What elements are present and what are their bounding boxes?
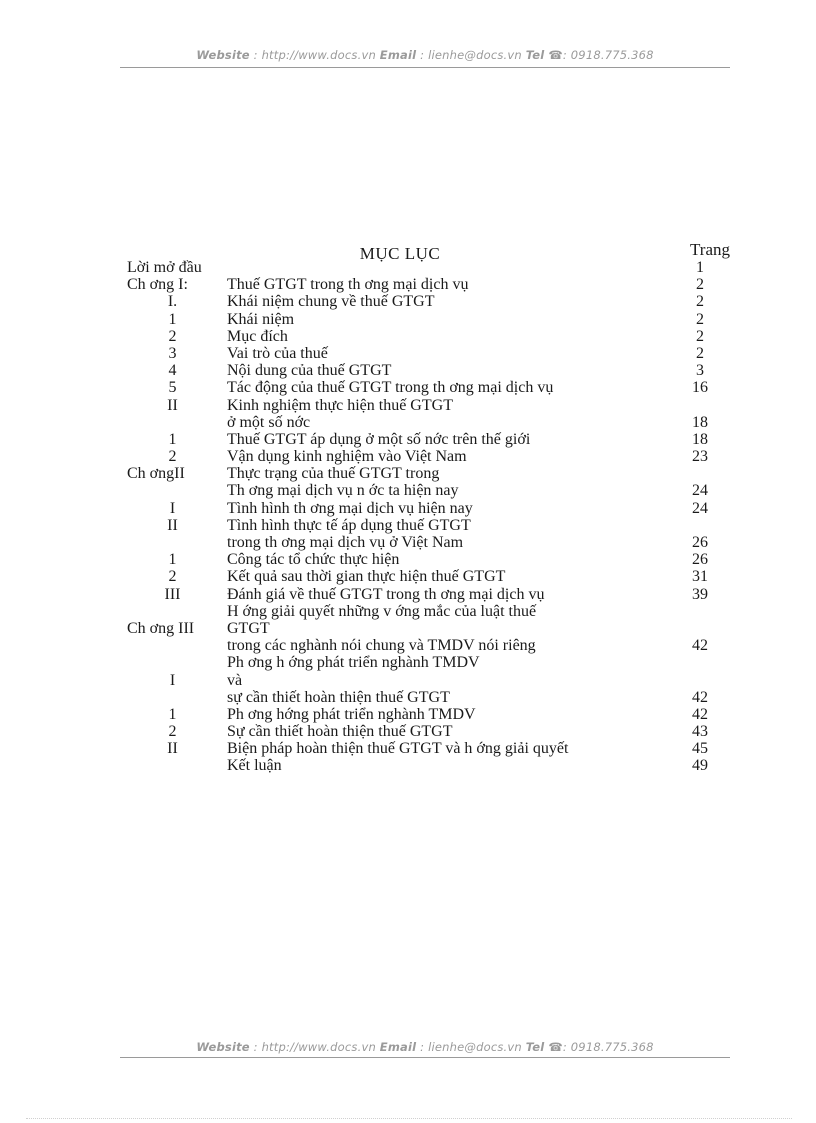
toc-row [0,517,816,534]
toc-row-label: Ch ơngII [127,465,185,483]
toc-row [0,259,816,276]
toc-row-page: 18 [692,413,708,431]
toc-row-text: Công tác tổ chức thực hiện [227,551,400,569]
page-footer [120,1040,730,1054]
footer-tel-label: Tel [525,1040,545,1054]
toc-row [0,328,816,345]
toc-row-text: Mục đích [227,327,288,345]
toc-row-number: 5 [168,379,177,397]
header-rule [120,67,730,68]
toc-row [0,311,816,328]
toc-row [0,706,816,723]
toc-row-text: Ph ơng h ớng phát triển nghành TMDV [227,654,480,672]
toc-row-text: Tác động của thuế GTGT trong th ơng mại dịch vụ [227,379,554,397]
footer-rule [120,1057,730,1058]
toc-row-text: Vận dụng kinh nghiệm vào Việt Nam [227,448,467,466]
toc-row-page: 42 [692,688,708,706]
toc-row-text: Nội dung của thuế GTGT [227,362,392,380]
toc-row-text: Thuế GTGT áp dụng ở một số nớc trên thế giới [227,430,531,448]
toc-row-number: 3 [168,344,177,362]
toc-row [0,568,816,585]
toc-row [0,654,816,671]
toc-row-number: 1 [168,310,177,328]
toc-row [0,534,816,551]
toc-row-label: Ch ơng I: [127,276,188,294]
toc-row-number: 2 [168,568,177,586]
footer-tel-value: ☎: 0918.775.368 [548,1040,654,1054]
toc-row-number: I. [167,293,178,311]
toc-row [0,362,816,379]
toc-row-page: 49 [692,757,708,775]
toc-row-number: III [164,585,181,603]
toc-row-page: 43 [692,723,708,741]
toc-row-text: GTGT [227,619,270,637]
toc-row [0,431,816,448]
toc-row [0,637,816,654]
toc-row [0,551,816,568]
footer-email-label: Email [379,1040,417,1054]
toc-row [0,379,816,396]
toc-row [0,276,816,293]
toc-row-number: 2 [168,723,177,741]
toc-row [0,465,816,482]
toc-row-number: 2 [168,327,177,345]
toc-row-text: Sự cần thiết hoàn thiện thuế GTGT [227,723,453,741]
toc-row-number: I [169,499,176,517]
email-label: Email [379,48,417,62]
toc-row-page: 3 [696,362,704,380]
toc-row-page: 26 [692,551,708,569]
toc-row [0,757,816,774]
toc-row [0,740,816,757]
toc-row-text: H ớng giải quyết những v ớng mắc của luật thuế [227,602,537,620]
toc-row-text: Thực trạng của thuế GTGT trong [227,465,440,483]
toc-row-text: Kết quả sau thời gian thực hiện thuế GTGT [227,568,506,586]
footer-website-value: : http://www.docs.vn [253,1040,376,1054]
toc-row-page: 18 [692,430,708,448]
toc-row-text: Vai trò của thuế [227,344,328,362]
tel-value: ☎: 0918.775.368 [548,48,654,62]
toc-row-page: 2 [696,310,704,328]
toc-row-number: II [167,516,178,534]
toc-row-page: 2 [696,327,704,345]
toc-row [0,603,816,620]
toc-row-page: 2 [696,276,704,294]
toc-row-text: trong th ơng mại dịch vụ ở Việt Nam [227,534,464,551]
toc-row [0,723,816,740]
toc-row [0,672,816,689]
tel-label: Tel [525,48,545,62]
toc-row-number: 1 [168,430,177,448]
toc-row-number: II [167,740,178,758]
toc-row [0,397,816,414]
footer-email-value: : lienhe@docs.vn [420,1040,522,1054]
toc-row-page: 23 [692,448,708,466]
toc-row [0,620,816,637]
toc-row [0,448,816,465]
toc-row-number: 4 [168,362,177,380]
toc-row-text: Ph ơng hớng phát triển nghành TMDV [227,705,476,723]
toc-row-page: 42 [692,705,708,723]
toc-row [0,689,816,706]
toc-row [0,500,816,517]
toc-row-page: 31 [692,568,708,586]
email-value: : lienhe@docs.vn [420,48,522,62]
toc-row-text: Tình hình thực tế áp dụng thuế GTGT [227,516,471,534]
page-column-header: Trang [690,240,730,259]
toc-row-label: Ch ơng III [127,619,195,637]
toc-row-text: Thuế GTGT trong th ơng mại dịch vụ [227,276,469,294]
toc-row [0,345,816,362]
toc-row-page: 42 [692,637,708,655]
toc-row-text: Kết luận [227,757,282,775]
toc-row-page: 24 [692,499,708,517]
toc-row-text: Tình hình th ơng mại dịch vụ hiện nay [227,499,473,517]
toc-row-number: 2 [168,448,177,466]
toc-row-label: Lời mở đầu [127,259,202,276]
toc-row-page: 39 [692,585,708,603]
toc-row-number: 1 [168,551,177,569]
toc-row-page: 26 [692,534,708,551]
toc-row-text: Th ơng mại dịch vụ n ớc ta hiện nay [227,482,459,500]
toc-row-text: ở một số nớc [227,413,311,431]
toc-row-text: Đánh giá về thuế GTGT trong th ơng mại dịch vụ [227,585,545,603]
website-label: Website [196,48,250,62]
toc-row [0,586,816,603]
toc-title: MỤC LỤC [359,244,441,263]
toc-row [0,482,816,499]
page-header [120,48,730,62]
toc-row-page: 2 [696,293,704,311]
website-value: : http://www.docs.vn [253,48,376,62]
toc-row-text: Kinh nghiệm thực hiện thuế GTGT [227,396,453,414]
toc-row-number: II [167,396,178,414]
toc-row-page: 2 [696,344,704,362]
toc-row-number: 1 [168,705,177,723]
toc-row-text: Khái niệm chung về thuế GTGT [227,293,435,311]
toc-row [0,293,816,310]
page-edge-dotted-line [26,1118,792,1119]
toc-row-number: I [169,671,176,689]
toc-row-page: 24 [692,482,708,500]
toc-row-text: sự cần thiết hoàn thiện thuế GTGT [227,688,450,706]
toc-row-page: 1 [696,259,704,276]
table-of-contents [0,259,816,775]
toc-row-text: Khái niệm [227,310,295,328]
toc-row-page: 45 [692,740,708,758]
toc-row [0,414,816,431]
toc-row-text: trong các nghành nói chung và TMDV nói riêng [227,637,536,655]
toc-row-page: 16 [692,379,708,397]
footer-website-label: Website [196,1040,250,1054]
toc-row-text: Biện pháp hoàn thiện thuế GTGT và h ớng giải quyết [227,740,569,758]
toc-row-text: và [227,671,243,689]
